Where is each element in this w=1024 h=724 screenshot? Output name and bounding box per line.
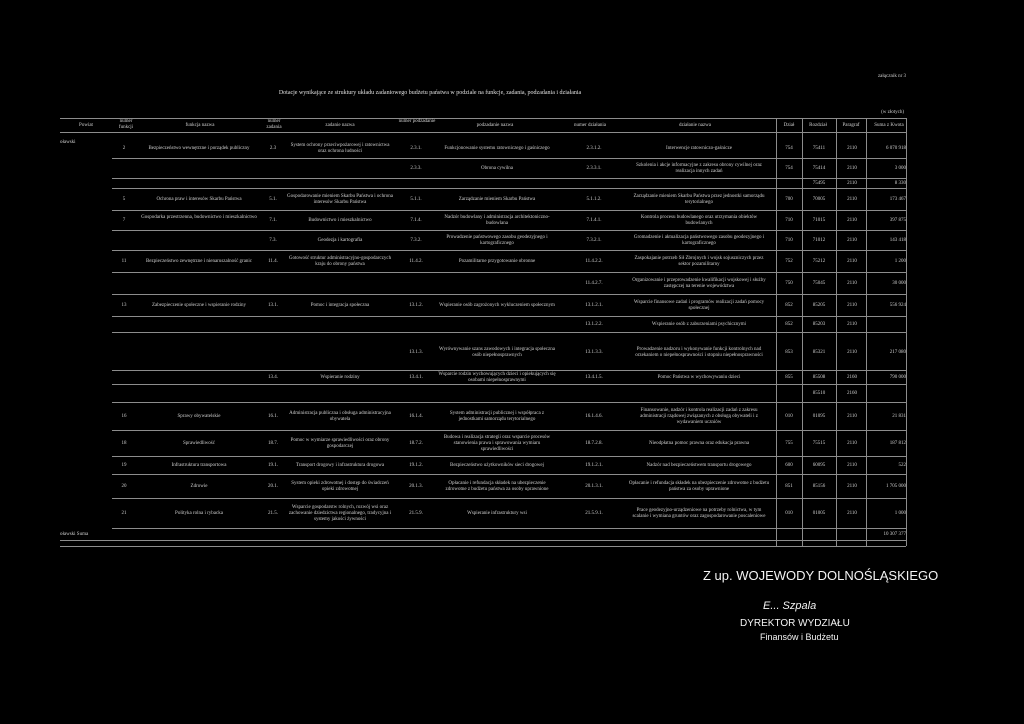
cell-par: 2110 [847, 484, 857, 489]
cell-dn: 13.1.2.2. [585, 322, 603, 327]
cell-pn: 11.4.2. [409, 259, 423, 264]
cell-zname: Gotowość struktur administracyjno-gospodarczych kraju do obrony państwa [288, 256, 392, 267]
total-amount: 10 307 377 [883, 532, 906, 537]
cell-fname: Gospodarka przestrzenna, budownictwo i mieszkalnictwo [141, 215, 257, 220]
row-separator [112, 188, 906, 189]
cell-zn: 18.7. [268, 441, 278, 446]
cell-fname: Infrastruktura transportowa [171, 463, 227, 468]
cell-zn: 16.1. [268, 414, 278, 419]
cell-dname: Prace geodezyjno-urządzeniowe na potrzeby rolnictwa, w tym scalanie i wymiana gruntów oraz zagospodarowanie poscaleniowe [632, 508, 766, 519]
cell-dz: 853 [785, 350, 793, 355]
cell-roz: 01005 [812, 511, 826, 516]
cell-dz: 752 [785, 259, 793, 264]
cell-dn: 7.1.4.1. [586, 218, 602, 223]
cell-zname: Transport drogowy i infrastruktura drogowa [295, 463, 385, 468]
cell-pname: Budowa i realizacja strategii oraz wsparcie procesów stanowienia prawa i sprawowania wymiaru sprawiedliwości [443, 435, 551, 452]
cell-roz: 85156 [812, 484, 826, 489]
cell-dz: 750 [785, 281, 793, 286]
cell-fn: 21 [121, 511, 127, 516]
cell-dname: Wspieranie osób z zaburzeniami psychicznymi [651, 322, 747, 327]
cell-roz: 75414 [812, 166, 826, 171]
row-separator [112, 402, 906, 403]
cell-zn: 7.3. [269, 238, 277, 243]
cell-dz: 710 [785, 238, 793, 243]
cell-zname: Pomoc w wymiarze sprawiedliwości oraz obrony gospodarczej [290, 438, 390, 449]
cell-kw: 173 467 [889, 197, 906, 202]
column-divider [906, 118, 907, 546]
stamp-line-4: Finansów i Budżetu [760, 632, 839, 642]
cell-dn: 18.7.2.8. [585, 441, 603, 446]
col-nr-funkcji: numer funkcji [118, 119, 134, 130]
cell-par: 2110 [847, 197, 857, 202]
cell-zname: Geodezja i kartografia [317, 238, 363, 243]
cell-kw: 790 000 [889, 375, 906, 380]
cell-dn: 19.1.2.1. [585, 463, 603, 468]
cell-zn: 13.1. [268, 303, 278, 308]
cell-kw: 397 875 [889, 218, 906, 223]
cell-kw: 1 000 [894, 511, 906, 516]
cell-dname: Zaspokajanie potrzeb Sił Zbrojnych i wojsk sojuszniczych przez sektor pozamilitarny [634, 256, 764, 267]
cell-fn: 7 [122, 218, 126, 223]
cell-par: 2160 [847, 391, 857, 396]
cell-dn: 5.1.1.2. [586, 197, 602, 202]
cell-pname: Wyrównywanie szans zawodowych i integracja społeczna osób niepełnosprawnych [439, 347, 555, 358]
column-divider [836, 118, 837, 546]
table-bottom-line [60, 546, 906, 547]
cell-zn: 13.4. [268, 375, 278, 380]
cell-pn: 20.1.3. [409, 484, 423, 489]
cell-fn: 19 [121, 463, 127, 468]
cell-pn: 13.1.2. [409, 303, 423, 308]
cell-zn: 19.1. [268, 463, 278, 468]
total-line [60, 540, 906, 541]
cell-dname: Interwencje ratowniczo-gaśnicze [666, 146, 732, 151]
cell-par: 2110 [847, 259, 857, 264]
row-separator [112, 474, 906, 475]
cell-dz: 755 [785, 441, 793, 446]
cell-pn: 19.1.2. [409, 463, 423, 468]
cell-par: 2110 [847, 303, 857, 308]
cell-dz: 754 [785, 166, 793, 171]
cell-fname: Ochrona praw i interesów Skarbu Państwa [156, 197, 242, 202]
cell-dn: 11.4.2.7. [585, 281, 603, 286]
row-separator [112, 498, 906, 499]
cell-dname: Wsparcie finansowe zadań i programów realizacji zadań pomocy społecznej [633, 300, 765, 311]
cell-roz: 75515 [812, 441, 826, 446]
cell-dz: 710 [785, 218, 793, 223]
cell-pn: 7.1.4. [410, 218, 422, 223]
cell-pname: Wspieranie osób zagrożonych wykluczeniem społecznym [439, 303, 555, 308]
cell-par: 2110 [847, 281, 857, 286]
cell-fn: 2 [122, 146, 126, 151]
cell-kw: 6 070 918 [886, 146, 906, 151]
cell-roz: 71015 [812, 218, 826, 223]
row-separator [112, 210, 906, 211]
cell-zn: 5.1. [269, 197, 277, 202]
cell-kw: 217 080 [889, 350, 906, 355]
cell-pn: 2.3.1. [410, 146, 422, 151]
cell-dz: 855 [785, 375, 793, 380]
powiat-name: oławski [60, 140, 76, 145]
cell-dn: 16.1.4.6. [585, 414, 603, 419]
cell-fn: 11 [121, 259, 127, 264]
cell-roz: 85203 [812, 322, 826, 327]
cell-dz: 010 [785, 511, 793, 516]
column-divider [802, 118, 803, 546]
col-paragraf: Paragraf [842, 123, 860, 128]
stamp-line-1: Z up. WOJEWODY DOLNOŚLĄSKIEGO [703, 568, 939, 583]
unit-label: (w złotych) [881, 110, 904, 115]
column-divider [866, 118, 867, 546]
row-separator [112, 332, 906, 333]
cell-roz: 75495 [812, 181, 826, 186]
column-divider [776, 118, 777, 546]
cell-pname: Wspieranie infrastruktury wsi [467, 511, 527, 516]
cell-par: 2110 [847, 322, 857, 327]
cell-pname: Pozamilitarne przygotowanie obronne [458, 259, 536, 264]
row-separator [112, 316, 906, 317]
col-kwota: Suma z Kwota [874, 123, 904, 128]
cell-par: 2110 [847, 414, 857, 419]
cell-pname: Zarządzanie mieniem Skarbu Państwa [458, 197, 536, 202]
col-powiat: Powiat [79, 123, 93, 128]
row-separator [112, 528, 906, 529]
cell-dname: Nadzór nad bezpieczeństwem transportu drogowego [646, 463, 752, 468]
cell-dname: Gromadzenie i aktualizacja państwowego zasobu geodezyjnego i kartograficznego [633, 235, 765, 246]
cell-kw: 522 [898, 463, 906, 468]
cell-roz: 71012 [812, 238, 826, 243]
cell-fname: Zabezpieczenie społeczne i wspieranie rodziny [151, 303, 247, 308]
cell-zname: System ochrony przeciwpożarowej i ratownictwa oraz ochrona ludności [290, 143, 390, 154]
row-separator [112, 178, 906, 179]
cell-pname: Nadzór budowlany i administracja architektoniczno-budowlana [444, 215, 550, 226]
cell-par: 2110 [847, 166, 857, 171]
table-top-line [60, 118, 906, 119]
cell-dn: 7.3.2.1. [586, 238, 602, 243]
cell-par: 2110 [847, 181, 857, 186]
cell-dn: 13.1.3.3. [585, 350, 603, 355]
cell-roz: 75045 [812, 281, 826, 286]
cell-zname: Wspieranie rodziny [320, 375, 360, 380]
page-title: Dotacje wynikające ze struktury układu zadaniowego budżetu państwa w podziale na funkcje, zadania, podzadania i działania [278, 90, 582, 96]
cell-roz: 85205 [812, 303, 826, 308]
cell-dname: Prowadzenie nadzoru i wykonywanie funkcji kontrolnych nad orzekaniem o niepełnosprawności i stopniu niepełnosprawności [635, 347, 763, 358]
cell-fname: Sprawy obywatelskie [177, 414, 221, 419]
col-rozdzial: Rozdział [809, 123, 827, 128]
cell-dname: Nieodpłatna pomoc prawna oraz edukacja prawna [648, 441, 750, 446]
cell-kw: 556 924 [889, 303, 906, 308]
cell-zn: 2.3 [269, 146, 277, 151]
cell-dname: Pomoc Państwa w wychowywaniu dzieci [657, 375, 741, 380]
cell-zname: Gospodarowanie mieniem Skarbu Państwa i ochrona interesów Skarbu Państwa [287, 194, 393, 205]
cell-fname: Bezpieczeństwo wewnętrzne i porządek publiczny [148, 146, 250, 151]
cell-dn: 21.5.9.1. [585, 511, 603, 516]
cell-dn: 20.1.3.1. [585, 484, 603, 489]
row-separator [112, 294, 906, 295]
cell-kw: 8 330 [894, 181, 906, 186]
cell-fn: 16 [121, 414, 127, 419]
col-zadanie: zadanie nazwa [325, 123, 355, 128]
col-podzadanie: podzadanie nazwa [476, 123, 514, 128]
cell-roz: 70005 [812, 197, 826, 202]
cell-pn: 2.3.3. [410, 166, 422, 171]
cell-pn: 16.1.4. [409, 414, 423, 419]
col-nr-podzadania: numer podzadanie [398, 119, 436, 124]
cell-zname: Pomoc i integracja społeczna [310, 303, 370, 308]
cell-roz: 85510 [812, 391, 826, 396]
row-separator [112, 430, 906, 431]
stamp-line-2: E... Szpala [763, 600, 817, 612]
cell-par: 2110 [847, 350, 857, 355]
cell-dz: 851 [785, 484, 793, 489]
cell-pname: Opłacanie i refundacja składek na ubezpieczenie zdrowotne z budżetu państwa za osoby uprawnione [445, 481, 549, 492]
cell-pname: System administracji publicznej i współpraca z jednostkami samorządu terytorialnego [449, 411, 545, 422]
cell-par: 2110 [847, 511, 857, 516]
cell-dz: 852 [785, 322, 793, 327]
cell-dn: 13.1.2.1. [585, 303, 603, 308]
cell-dz: 010 [785, 414, 793, 419]
row-separator [112, 384, 906, 385]
cell-zname: Wsparcie gospodarstw rolnych, rozwój wsi oraz zachowanie dziedzictwa regionalnego, tradycyjna i systemy jakości żywności [288, 505, 392, 522]
cell-fname: Zdrowie [190, 484, 208, 489]
cell-pname: Bezpieczeństwo użytkowników sieci drogowej [449, 463, 544, 468]
cell-pname: Funkcjonowanie systemu ratowniczego i gaśniczego [444, 146, 550, 151]
cell-dname: Opłacanie i refundacja składek na ubezpieczenie zdrowotne z budżetu państwa za osoby uprawnione [628, 481, 770, 492]
row-separator [112, 272, 906, 273]
cell-zn: 7.1. [269, 218, 277, 223]
cell-pname: Wsparcie rodzin wychowujących dzieci i opiekujących się osobami niepełnosprawnymi [438, 372, 556, 383]
cell-pn: 7.3.2. [410, 238, 422, 243]
cell-kw: 21 831 [892, 414, 906, 419]
cell-dname: Szkolenia i akcje informacyjne z zakresu obrony cywilnej oraz realizacja innych zadań [636, 163, 762, 174]
cell-par: 2110 [847, 441, 857, 446]
cell-zname: Administracja publiczna i obsługa administracyjna obywatela [289, 411, 391, 422]
cell-fn: 20 [121, 484, 127, 489]
header-bottom-line [60, 132, 906, 133]
cell-roz: 85321 [812, 350, 826, 355]
cell-pname: Obrona cywilna [480, 166, 514, 171]
cell-pn: 13.1.3. [409, 350, 423, 355]
cell-kw: 1 705 000 [886, 484, 906, 489]
cell-fn: 18 [121, 441, 127, 446]
cell-kw: 3 000 [894, 166, 906, 171]
cell-roz: 75411 [812, 146, 826, 151]
cell-roz: 75212 [812, 259, 826, 264]
attachment-ref: załącznik nr 3 [877, 74, 906, 79]
cell-par: 2110 [847, 463, 857, 468]
total-label: oławski Suma [60, 532, 89, 537]
col-dzial: Dział [783, 123, 795, 128]
col-nr-zadania: numer zadania [266, 119, 282, 130]
cell-fn: 5 [122, 197, 126, 202]
stamp-line-3: DYREKTOR WYDZIAŁU [740, 618, 850, 629]
cell-dname: Organizowanie i przeprowadzenie kwalifikacji wojskowej i służby zastępczej na terenie województwa [632, 278, 766, 289]
cell-zn: 20.1. [268, 484, 278, 489]
cell-zn: 21.5. [268, 511, 278, 516]
cell-zname: Budownictwo i mieszkalnictwo [308, 218, 372, 223]
row-separator [112, 158, 906, 159]
cell-kw: 1 200 [894, 259, 906, 264]
row-separator [112, 230, 906, 231]
cell-kw: 30 000 [892, 281, 906, 286]
cell-par: 2110 [847, 218, 857, 223]
cell-kw: 187 812 [889, 441, 906, 446]
cell-par: 2110 [847, 146, 857, 151]
col-funkcja: funkcja nazwa [185, 123, 215, 128]
cell-pname: Prowadzenie państwowego zasobu geodezyjnego i kartograficznego [446, 235, 548, 246]
cell-dname: Zarządzanie mieniem Skarbu Państwa przez jednostki samorządu terytorialnego [633, 194, 765, 205]
cell-roz: 01095 [812, 414, 826, 419]
row-separator [112, 456, 906, 457]
cell-dname: Kontrola procesu budowlanego oraz utrzymania obiektów budowlanych [640, 215, 758, 226]
cell-roz: 60095 [812, 463, 826, 468]
cell-dz: 852 [785, 303, 793, 308]
cell-par: 2160 [847, 375, 857, 380]
cell-fname: Sprawiedliwość [183, 441, 215, 446]
cell-dz: 754 [785, 146, 793, 151]
cell-pn: 21.5.9. [409, 511, 423, 516]
row-separator [112, 370, 906, 371]
cell-pn: 5.1.1. [410, 197, 422, 202]
cell-fname: Bezpieczeństwo zewnętrzne i nienaruszalność granic [145, 259, 253, 264]
row-separator [112, 250, 906, 251]
cell-fname: Polityka rolna i rybacka [175, 511, 223, 516]
cell-dn: 13.4.1.5. [585, 375, 603, 380]
cell-pn: 13.4.1. [409, 375, 423, 380]
cell-dn: 11.4.2.2. [585, 259, 603, 264]
cell-dn: 2.3.3.1. [586, 166, 602, 171]
cell-fn: 13 [121, 303, 127, 308]
cell-dz: 600 [785, 463, 793, 468]
cell-zn: 11.4. [268, 259, 278, 264]
cell-kw: 143 418 [889, 238, 906, 243]
cell-par: 2110 [847, 238, 857, 243]
cell-dname: Finansowanie, nadzór i kontrola realizacji zadań z zakresu administracji rządowej związanych z obsługą obywateli i z wydawaniem uczniów [640, 408, 758, 425]
cell-dn: 2.3.1.2. [586, 146, 602, 151]
cell-dz: 700 [785, 197, 793, 202]
cell-zname: System opieki zdrowotnej i dostęp do świadczeń opieki zdrowotnej [291, 481, 389, 492]
col-dzialanie: działanie nazwa [678, 123, 712, 128]
cell-roz: 85508 [812, 375, 826, 380]
cell-pn: 18.7.2. [409, 441, 423, 446]
col-nr-dzialania: numer działania [573, 123, 607, 128]
